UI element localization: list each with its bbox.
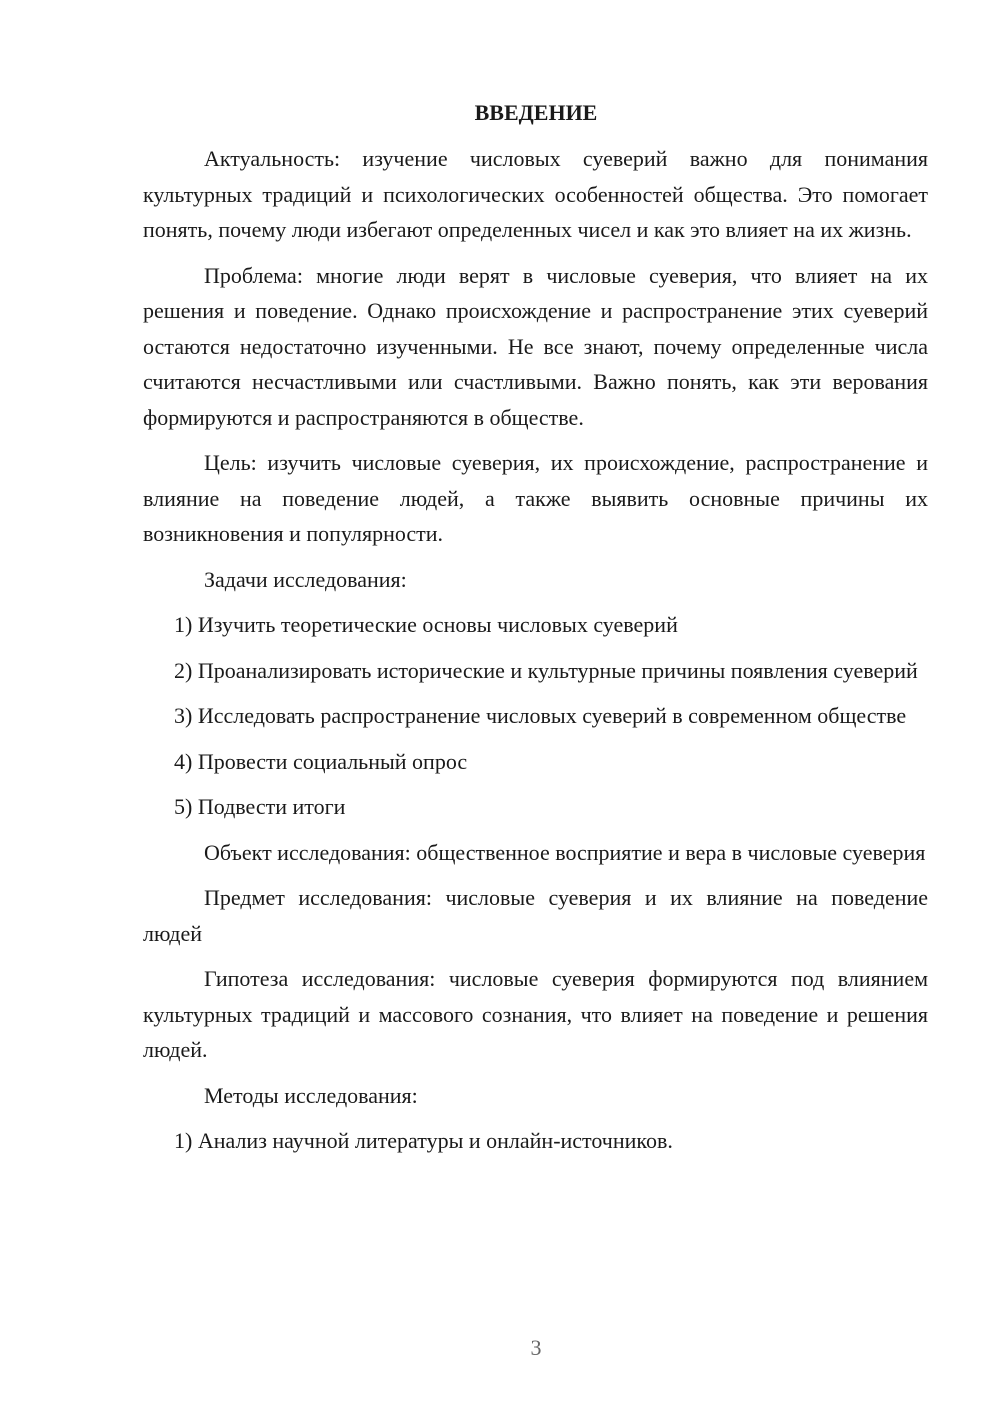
paragraph-goal: Цель: изучить числовые суеверия, их происхождение, распространение и влияние на поведение людей, а также выявить основные причины их возникновения и популярности. <box>143 450 928 546</box>
document-body <box>143 141 928 1169</box>
task-item-3: 3) Исследовать распространение числовых суеверий в современном обществе <box>174 703 907 728</box>
task-item-1: 1) Изучить теоретические основы числовых суеверий <box>174 612 678 637</box>
task-item-5: 5) Подвести итоги <box>174 794 346 819</box>
method-item-1: 1) Анализ научной литературы и онлайн-источников. <box>174 1128 673 1153</box>
paragraph-relevance: Актуальность: изучение числовых суеверий важно для понимания культурных традиций и психологических особенностей общества. Это помогает понять, почему люди избегают определенных чисел и как это влияет на их жизнь. <box>143 146 928 242</box>
page-number: 3 <box>530 1335 542 1360</box>
methods-heading: Методы исследования: <box>204 1082 418 1108</box>
paragraph-object: Объект исследования: общественное восприятие и вера в числовые суеверия <box>204 839 926 865</box>
paragraph-problem: Проблема: многие люди верят в числовые суеверия, что влияет на их решения и поведение. Однако происхождение и распространение этих суеверий остаются недостаточно изученными. Не все знают, почему определенные числа считаются несчастливыми или счастливыми. Важно понять, как эти верования формируются и распространяются в обществе. <box>143 262 928 430</box>
tasks-heading: Задачи исследования: <box>204 566 407 592</box>
paragraph-hypothesis: Гипотеза исследования: числовые суеверия формируются под влиянием культурных традиций и массового сознания, что влияет на поведение и решения людей. <box>143 966 928 1062</box>
section-title: ВВЕДЕНИЕ <box>474 100 598 125</box>
task-item-2: 2) Проанализировать исторические и культурные причины появления суеверий <box>174 657 918 683</box>
task-item-4: 4) Провести социальный опрос <box>174 748 468 774</box>
paragraph-subject: Предмет исследования: числовые суеверия и их влияние на поведение людей <box>143 885 928 946</box>
